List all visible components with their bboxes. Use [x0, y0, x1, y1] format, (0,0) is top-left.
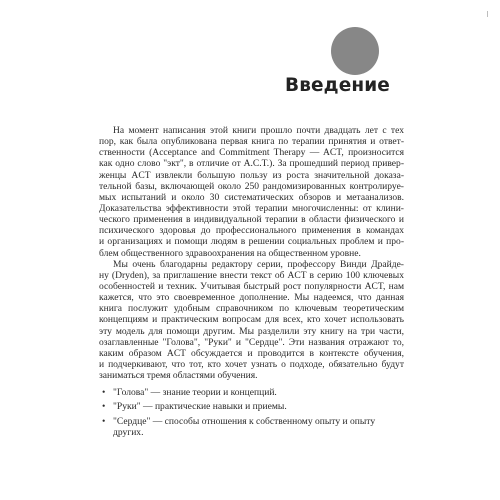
paragraph-line: ственности (Acceptance and Commitment Therapy — ACT, произносится	[99, 147, 404, 159]
body-text	[99, 125, 404, 441]
bullet-marker: •	[102, 387, 106, 399]
bullet-list	[99, 387, 404, 438]
paragraph-line: Мы очень благодарны редактору серии, профессору Винди Драйде-	[113, 258, 404, 270]
paragraph-line: блем общественного здравоохранения на общественном уровне.	[99, 247, 361, 259]
paragraph-line: особенностей и техник. Учитывая быстрый рост популярности ACT, нам	[99, 280, 404, 292]
paragraph-line: и организациях и помощи людям в решении социальных проблем и про-	[99, 236, 404, 248]
paragraph-line: пор, как была опубликована первая книга по терапии принятия и ответ-	[99, 136, 404, 148]
paragraph-line: кажется, что это своевременное дополнение. Мы надеемся, что данная	[99, 292, 404, 304]
bullet-line: "Руки" — практические навыки и приемы.	[113, 401, 287, 413]
bullet-marker: •	[102, 401, 106, 413]
paragraph-line: эту модель для помощи другим. Мы разделили эту книгу на три части,	[99, 325, 404, 337]
paragraph-line: тельной базы, включающей около 250 рандомизированных контролируе-	[99, 180, 404, 192]
chapter-title: Введение	[285, 75, 390, 96]
paragraph-line: женцы ACT извлекли большую пользу из роста значительной доказа-	[99, 169, 404, 181]
bullet-line: других.	[113, 426, 144, 438]
bullet-item-heart	[99, 416, 404, 438]
paragraph-line: озаглавленные "Голова", "Руки" и "Сердце". Эти названия отражают то,	[99, 336, 404, 348]
bullet-item-hands	[99, 401, 404, 412]
paragraph-line: как одно слово "экт", в отличие от A.C.T.). За прошедший период привер-	[99, 158, 404, 170]
bullet-item-head	[99, 387, 404, 398]
paragraph-2	[99, 259, 404, 382]
paragraph-line: мых испытаний и около 30 систематических обзоров и метаанализов.	[99, 191, 404, 203]
paragraph-line: концепциям и практическим вопросам для всех, кто хочет использовать	[99, 314, 404, 326]
paragraph-line: каким образом ACT обсуждается и проводится в контексте обучения,	[99, 347, 404, 359]
paragraph-line: На момент написания этой книги прошло почти двадцать лет с тех	[113, 125, 404, 136]
paragraph-line: Доказательства эффективности этой терапии многочисленны: от клини-	[99, 202, 404, 214]
paragraph-line: книга послужит удобным справочником по ключевым теоретическим	[99, 303, 404, 315]
paragraph-1	[99, 125, 404, 259]
paragraph-line: и подчеркивают, что тот, кто хочет узнать о подходе, обязательно будут	[99, 358, 404, 370]
bullet-line: "Сердце" — способы отношения к собственному опыту и опыту	[113, 415, 376, 427]
bullet-marker: •	[102, 415, 106, 427]
paragraph-line: заниматься тремя областями обучения.	[99, 370, 258, 382]
bullet-line: "Голова" — знание теории и концепций.	[113, 387, 277, 399]
paragraph-line: психического здоровья до профессионального применения в командах	[99, 225, 404, 237]
page-edge-mark	[487, 11, 488, 17]
chapter-decoration-circle	[331, 27, 379, 75]
paragraph-line: ну (Dryden), за приглашение внести текст об ACT в серию 100 ключевых	[99, 269, 404, 281]
paragraph-line: ческого применения в индивидуальной терапии в области физического и	[99, 214, 404, 226]
